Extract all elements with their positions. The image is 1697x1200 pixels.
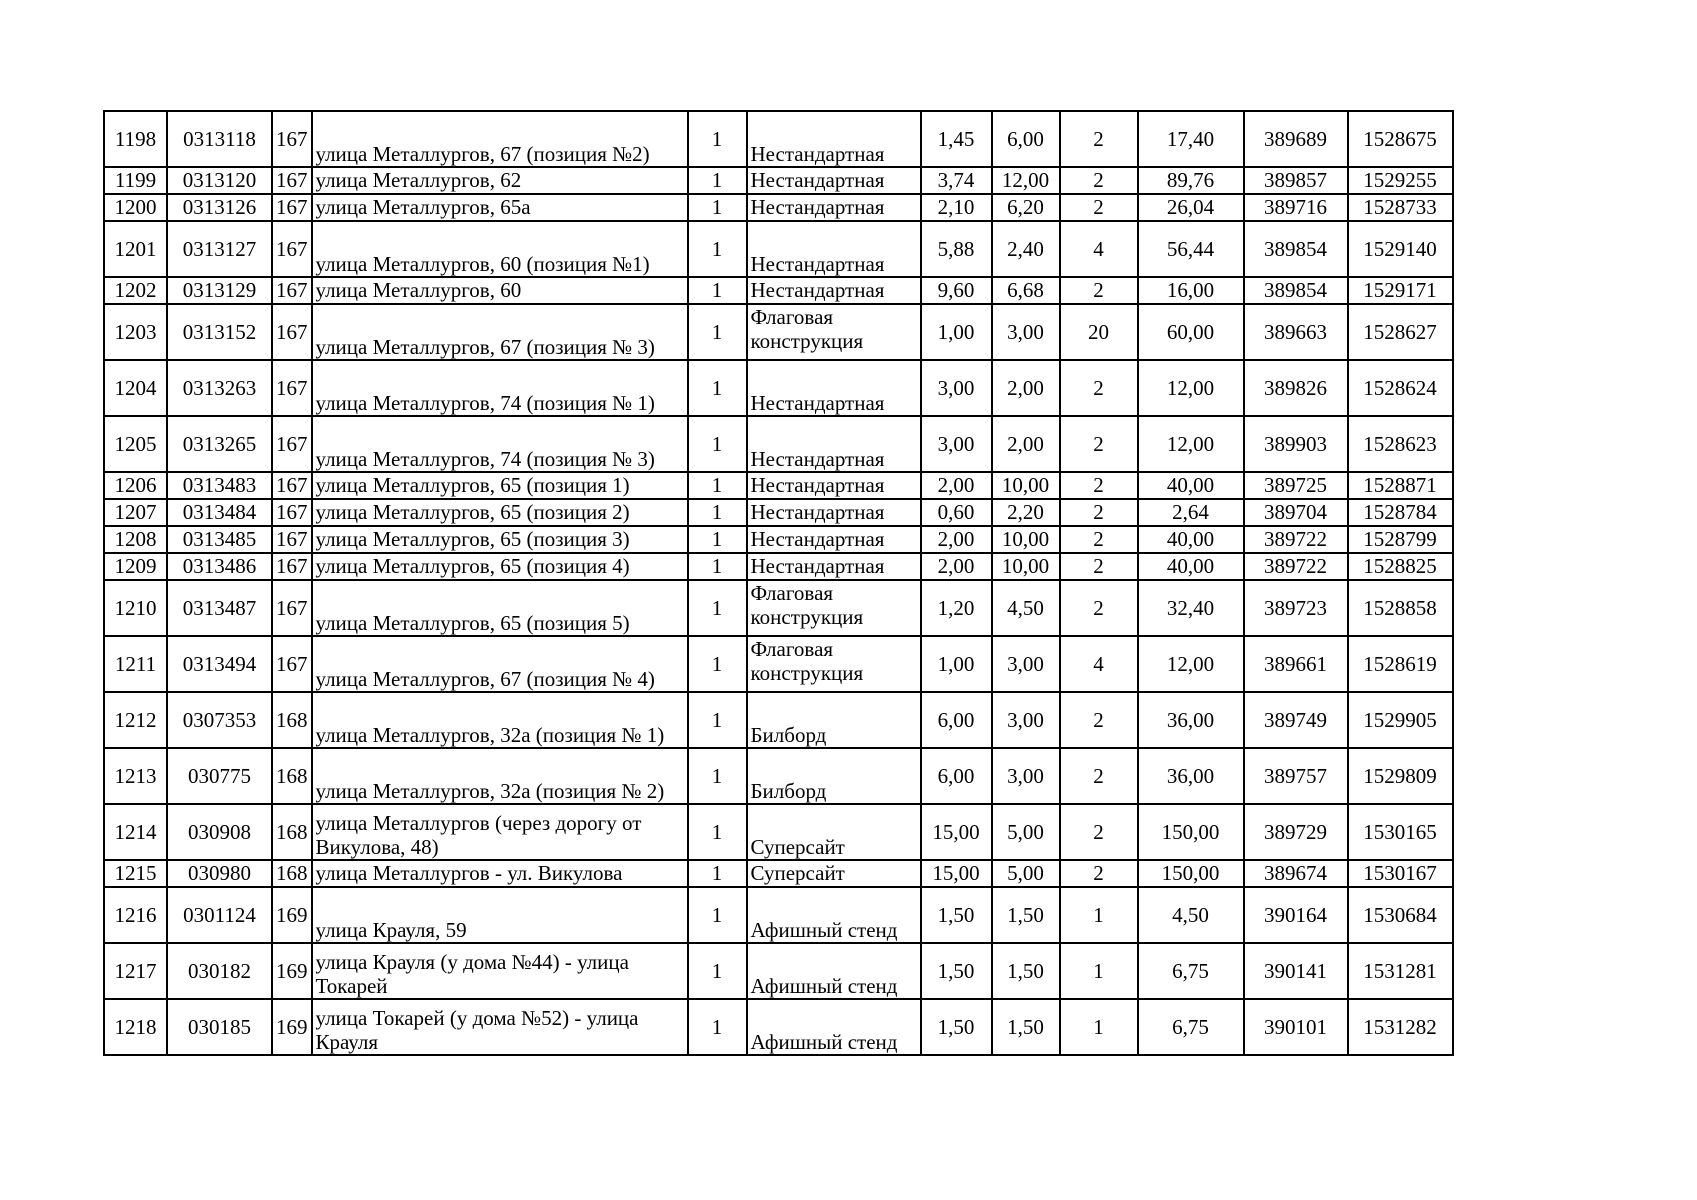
table-row <box>104 472 1453 499</box>
address-cell: улица Металлургов, 65 (позиция 4) <box>312 553 688 580</box>
count-cell: 1 <box>688 804 747 860</box>
coord-x-cell: 389757 <box>1244 748 1348 804</box>
construction-type-cell: Билборд <box>747 748 921 804</box>
code-cell: 030182 <box>167 943 272 999</box>
table-body <box>104 111 1453 1055</box>
zone-cell: 167 <box>272 553 312 580</box>
coord-y-cell: 1529171 <box>1348 277 1453 304</box>
count-cell: 1 <box>688 692 747 748</box>
row-number-cell: 1215 <box>104 860 167 887</box>
coord-y-cell: 1528733 <box>1348 194 1453 221</box>
sides-cell: 1 <box>1060 999 1138 1055</box>
width-cell: 15,00 <box>921 804 992 860</box>
count-cell: 1 <box>688 277 747 304</box>
zone-cell: 169 <box>272 887 312 943</box>
area-cell: 150,00 <box>1138 804 1244 860</box>
sides-cell: 2 <box>1060 860 1138 887</box>
coord-x-cell: 389661 <box>1244 636 1348 692</box>
coord-y-cell: 1529809 <box>1348 748 1453 804</box>
address-cell: улица Крауля (у дома №44) - улица Токарей <box>312 943 688 999</box>
coord-y-cell: 1531281 <box>1348 943 1453 999</box>
table-row <box>104 748 1453 804</box>
width-cell: 1,50 <box>921 943 992 999</box>
area-cell: 56,44 <box>1138 221 1244 277</box>
height-cell: 1,50 <box>992 999 1060 1055</box>
height-cell: 4,50 <box>992 580 1060 636</box>
zone-cell: 167 <box>272 277 312 304</box>
placement-register-table <box>103 110 1454 1056</box>
row-number-cell: 1213 <box>104 748 167 804</box>
construction-type-cell: Нестандартная <box>747 221 921 277</box>
sides-cell: 2 <box>1060 804 1138 860</box>
address-cell: улица Металлургов, 65 (позиция 1) <box>312 472 688 499</box>
zone-cell: 167 <box>272 580 312 636</box>
zone-cell: 167 <box>272 194 312 221</box>
table-row <box>104 277 1453 304</box>
table-row <box>104 999 1453 1055</box>
row-number-cell: 1212 <box>104 692 167 748</box>
address-cell: улица Металлургов, 74 (позиция № 3) <box>312 416 688 472</box>
sides-cell: 2 <box>1060 526 1138 553</box>
count-cell: 1 <box>688 526 747 553</box>
zone-cell: 167 <box>272 111 312 167</box>
height-cell: 12,00 <box>992 167 1060 194</box>
address-cell: улица Металлургов, 65 (позиция 3) <box>312 526 688 553</box>
coord-x-cell: 389854 <box>1244 277 1348 304</box>
count-cell: 1 <box>688 887 747 943</box>
code-cell: 030775 <box>167 748 272 804</box>
table-row <box>104 304 1453 360</box>
construction-type-cell: Флаговая конструкция <box>747 580 921 636</box>
coord-y-cell: 1531282 <box>1348 999 1453 1055</box>
height-cell: 3,00 <box>992 304 1060 360</box>
sides-cell: 2 <box>1060 167 1138 194</box>
height-cell: 10,00 <box>992 526 1060 553</box>
address-cell: улица Металлургов, 74 (позиция № 1) <box>312 360 688 416</box>
construction-type-cell: Нестандартная <box>747 167 921 194</box>
construction-type-cell: Афишный стенд <box>747 999 921 1055</box>
address-cell: улица Металлургов - ул. Викулова <box>312 860 688 887</box>
code-cell: 0313483 <box>167 472 272 499</box>
coord-x-cell: 389857 <box>1244 167 1348 194</box>
width-cell: 2,00 <box>921 553 992 580</box>
zone-cell: 167 <box>272 167 312 194</box>
count-cell: 1 <box>688 221 747 277</box>
address-cell: улица Металлургов, 32а (позиция № 2) <box>312 748 688 804</box>
construction-type-cell: Афишный стенд <box>747 887 921 943</box>
width-cell: 1,45 <box>921 111 992 167</box>
count-cell: 1 <box>688 499 747 526</box>
coord-y-cell: 1529905 <box>1348 692 1453 748</box>
area-cell: 12,00 <box>1138 416 1244 472</box>
code-cell: 0313126 <box>167 194 272 221</box>
area-cell: 36,00 <box>1138 692 1244 748</box>
coord-x-cell: 389725 <box>1244 472 1348 499</box>
code-cell: 030185 <box>167 999 272 1055</box>
area-cell: 150,00 <box>1138 860 1244 887</box>
address-cell: улица Металлургов (через дорогу от Викулова, 48) <box>312 804 688 860</box>
count-cell: 1 <box>688 416 747 472</box>
width-cell: 6,00 <box>921 692 992 748</box>
row-number-cell: 1218 <box>104 999 167 1055</box>
code-cell: 0301124 <box>167 887 272 943</box>
code-cell: 0313494 <box>167 636 272 692</box>
code-cell: 0313487 <box>167 580 272 636</box>
code-cell: 0313263 <box>167 360 272 416</box>
area-cell: 36,00 <box>1138 748 1244 804</box>
table-row <box>104 636 1453 692</box>
width-cell: 9,60 <box>921 277 992 304</box>
count-cell: 1 <box>688 194 747 221</box>
address-cell: улица Металлургов, 65 (позиция 5) <box>312 580 688 636</box>
height-cell: 6,20 <box>992 194 1060 221</box>
zone-cell: 167 <box>272 360 312 416</box>
code-cell: 0313485 <box>167 526 272 553</box>
area-cell: 60,00 <box>1138 304 1244 360</box>
width-cell: 2,00 <box>921 472 992 499</box>
code-cell: 0313129 <box>167 277 272 304</box>
sides-cell: 2 <box>1060 748 1138 804</box>
coord-x-cell: 390164 <box>1244 887 1348 943</box>
construction-type-cell: Нестандартная <box>747 194 921 221</box>
address-cell: улица Токарей (у дома №52) - улица Крауля <box>312 999 688 1055</box>
coord-y-cell: 1528858 <box>1348 580 1453 636</box>
coord-y-cell: 1528825 <box>1348 553 1453 580</box>
sides-cell: 4 <box>1060 221 1138 277</box>
area-cell: 2,64 <box>1138 499 1244 526</box>
coord-x-cell: 389689 <box>1244 111 1348 167</box>
row-number-cell: 1211 <box>104 636 167 692</box>
area-cell: 89,76 <box>1138 167 1244 194</box>
zone-cell: 169 <box>272 999 312 1055</box>
sides-cell: 4 <box>1060 636 1138 692</box>
address-cell: улица Крауля, 59 <box>312 887 688 943</box>
count-cell: 1 <box>688 304 747 360</box>
zone-cell: 168 <box>272 860 312 887</box>
code-cell: 0313152 <box>167 304 272 360</box>
sides-cell: 2 <box>1060 553 1138 580</box>
area-cell: 26,04 <box>1138 194 1244 221</box>
coord-x-cell: 389722 <box>1244 553 1348 580</box>
row-number-cell: 1214 <box>104 804 167 860</box>
row-number-cell: 1216 <box>104 887 167 943</box>
table-row <box>104 943 1453 999</box>
row-number-cell: 1207 <box>104 499 167 526</box>
coord-y-cell: 1528871 <box>1348 472 1453 499</box>
coord-x-cell: 389704 <box>1244 499 1348 526</box>
count-cell: 1 <box>688 580 747 636</box>
code-cell: 0313127 <box>167 221 272 277</box>
table-row <box>104 221 1453 277</box>
coord-x-cell: 389663 <box>1244 304 1348 360</box>
coord-x-cell: 389674 <box>1244 860 1348 887</box>
construction-type-cell: Нестандартная <box>747 553 921 580</box>
coord-y-cell: 1528624 <box>1348 360 1453 416</box>
sides-cell: 2 <box>1060 416 1138 472</box>
count-cell: 1 <box>688 111 747 167</box>
table-row <box>104 194 1453 221</box>
row-number-cell: 1200 <box>104 194 167 221</box>
construction-type-cell: Билборд <box>747 692 921 748</box>
row-number-cell: 1199 <box>104 167 167 194</box>
coord-x-cell: 389903 <box>1244 416 1348 472</box>
coord-y-cell: 1530165 <box>1348 804 1453 860</box>
zone-cell: 167 <box>272 499 312 526</box>
width-cell: 3,00 <box>921 360 992 416</box>
area-cell: 40,00 <box>1138 526 1244 553</box>
height-cell: 1,50 <box>992 887 1060 943</box>
row-number-cell: 1204 <box>104 360 167 416</box>
width-cell: 3,74 <box>921 167 992 194</box>
coord-y-cell: 1528675 <box>1348 111 1453 167</box>
construction-type-cell: Флаговая конструкция <box>747 636 921 692</box>
width-cell: 2,10 <box>921 194 992 221</box>
count-cell: 1 <box>688 860 747 887</box>
code-cell: 0307353 <box>167 692 272 748</box>
table-row <box>104 416 1453 472</box>
construction-type-cell: Суперсайт <box>747 860 921 887</box>
area-cell: 6,75 <box>1138 999 1244 1055</box>
height-cell: 2,00 <box>992 360 1060 416</box>
address-cell: улица Металлургов, 65 (позиция 2) <box>312 499 688 526</box>
table-row <box>104 804 1453 860</box>
area-cell: 40,00 <box>1138 553 1244 580</box>
row-number-cell: 1205 <box>104 416 167 472</box>
sides-cell: 2 <box>1060 692 1138 748</box>
area-cell: 4,50 <box>1138 887 1244 943</box>
width-cell: 6,00 <box>921 748 992 804</box>
address-cell: улица Металлургов, 67 (позиция № 4) <box>312 636 688 692</box>
zone-cell: 168 <box>272 748 312 804</box>
coord-x-cell: 389716 <box>1244 194 1348 221</box>
width-cell: 1,00 <box>921 636 992 692</box>
code-cell: 0313486 <box>167 553 272 580</box>
sides-cell: 20 <box>1060 304 1138 360</box>
zone-cell: 167 <box>272 526 312 553</box>
coord-y-cell: 1529140 <box>1348 221 1453 277</box>
width-cell: 1,20 <box>921 580 992 636</box>
table-row <box>104 111 1453 167</box>
coord-y-cell: 1530684 <box>1348 887 1453 943</box>
sides-cell: 2 <box>1060 472 1138 499</box>
code-cell: 0313265 <box>167 416 272 472</box>
coord-x-cell: 390141 <box>1244 943 1348 999</box>
sides-cell: 2 <box>1060 277 1138 304</box>
table-row <box>104 499 1453 526</box>
height-cell: 1,50 <box>992 943 1060 999</box>
zone-cell: 168 <box>272 804 312 860</box>
sides-cell: 1 <box>1060 943 1138 999</box>
width-cell: 1,50 <box>921 999 992 1055</box>
area-cell: 32,40 <box>1138 580 1244 636</box>
construction-type-cell: Нестандартная <box>747 416 921 472</box>
zone-cell: 169 <box>272 943 312 999</box>
coord-y-cell: 1528627 <box>1348 304 1453 360</box>
construction-type-cell: Афишный стенд <box>747 943 921 999</box>
code-cell: 030980 <box>167 860 272 887</box>
count-cell: 1 <box>688 167 747 194</box>
address-cell: улица Металлургов, 65а <box>312 194 688 221</box>
coord-y-cell: 1530167 <box>1348 860 1453 887</box>
coord-x-cell: 389749 <box>1244 692 1348 748</box>
area-cell: 16,00 <box>1138 277 1244 304</box>
coord-x-cell: 389722 <box>1244 526 1348 553</box>
area-cell: 17,40 <box>1138 111 1244 167</box>
row-number-cell: 1217 <box>104 943 167 999</box>
height-cell: 2,20 <box>992 499 1060 526</box>
width-cell: 15,00 <box>921 860 992 887</box>
area-cell: 12,00 <box>1138 636 1244 692</box>
construction-type-cell: Суперсайт <box>747 804 921 860</box>
sides-cell: 1 <box>1060 887 1138 943</box>
zone-cell: 167 <box>272 416 312 472</box>
height-cell: 6,00 <box>992 111 1060 167</box>
construction-type-cell: Нестандартная <box>747 360 921 416</box>
code-cell: 030908 <box>167 804 272 860</box>
area-cell: 6,75 <box>1138 943 1244 999</box>
coord-y-cell: 1528799 <box>1348 526 1453 553</box>
coord-y-cell: 1528623 <box>1348 416 1453 472</box>
construction-type-cell: Нестандартная <box>747 277 921 304</box>
width-cell: 3,00 <box>921 416 992 472</box>
construction-type-cell: Нестандартная <box>747 526 921 553</box>
table-row <box>104 360 1453 416</box>
height-cell: 3,00 <box>992 748 1060 804</box>
area-cell: 40,00 <box>1138 472 1244 499</box>
table-row <box>104 887 1453 943</box>
construction-type-cell: Флаговая конструкция <box>747 304 921 360</box>
table-row <box>104 860 1453 887</box>
code-cell: 0313118 <box>167 111 272 167</box>
sides-cell: 2 <box>1060 580 1138 636</box>
row-number-cell: 1206 <box>104 472 167 499</box>
zone-cell: 167 <box>272 221 312 277</box>
sides-cell: 2 <box>1060 499 1138 526</box>
row-number-cell: 1203 <box>104 304 167 360</box>
table-row <box>104 167 1453 194</box>
zone-cell: 167 <box>272 636 312 692</box>
coord-y-cell: 1528784 <box>1348 499 1453 526</box>
zone-cell: 167 <box>272 304 312 360</box>
height-cell: 2,00 <box>992 416 1060 472</box>
address-cell: улица Металлургов, 60 (позиция №1) <box>312 221 688 277</box>
count-cell: 1 <box>688 553 747 580</box>
count-cell: 1 <box>688 943 747 999</box>
table-row <box>104 580 1453 636</box>
area-cell: 12,00 <box>1138 360 1244 416</box>
height-cell: 3,00 <box>992 636 1060 692</box>
width-cell: 0,60 <box>921 499 992 526</box>
address-cell: улица Металлургов, 62 <box>312 167 688 194</box>
row-number-cell: 1202 <box>104 277 167 304</box>
coord-x-cell: 389854 <box>1244 221 1348 277</box>
row-number-cell: 1210 <box>104 580 167 636</box>
sides-cell: 2 <box>1060 360 1138 416</box>
construction-type-cell: Нестандартная <box>747 499 921 526</box>
table-row <box>104 692 1453 748</box>
count-cell: 1 <box>688 748 747 804</box>
sides-cell: 2 <box>1060 194 1138 221</box>
height-cell: 10,00 <box>992 553 1060 580</box>
sides-cell: 2 <box>1060 111 1138 167</box>
coord-y-cell: 1528619 <box>1348 636 1453 692</box>
row-number-cell: 1201 <box>104 221 167 277</box>
width-cell: 1,50 <box>921 887 992 943</box>
height-cell: 10,00 <box>992 472 1060 499</box>
table-row <box>104 553 1453 580</box>
height-cell: 5,00 <box>992 860 1060 887</box>
row-number-cell: 1208 <box>104 526 167 553</box>
zone-cell: 167 <box>272 472 312 499</box>
address-cell: улица Металлургов, 60 <box>312 277 688 304</box>
code-cell: 0313120 <box>167 167 272 194</box>
code-cell: 0313484 <box>167 499 272 526</box>
construction-type-cell: Нестандартная <box>747 111 921 167</box>
height-cell: 2,40 <box>992 221 1060 277</box>
count-cell: 1 <box>688 636 747 692</box>
address-cell: улица Металлургов, 67 (позиция №2) <box>312 111 688 167</box>
construction-type-cell: Нестандартная <box>747 472 921 499</box>
coord-x-cell: 389729 <box>1244 804 1348 860</box>
table-row <box>104 526 1453 553</box>
height-cell: 3,00 <box>992 692 1060 748</box>
width-cell: 1,00 <box>921 304 992 360</box>
coord-y-cell: 1529255 <box>1348 167 1453 194</box>
count-cell: 1 <box>688 999 747 1055</box>
height-cell: 5,00 <box>992 804 1060 860</box>
row-number-cell: 1198 <box>104 111 167 167</box>
height-cell: 6,68 <box>992 277 1060 304</box>
address-cell: улица Металлургов, 67 (позиция № 3) <box>312 304 688 360</box>
coord-x-cell: 389826 <box>1244 360 1348 416</box>
coord-x-cell: 389723 <box>1244 580 1348 636</box>
row-number-cell: 1209 <box>104 553 167 580</box>
address-cell: улица Металлургов, 32а (позиция № 1) <box>312 692 688 748</box>
coord-x-cell: 390101 <box>1244 999 1348 1055</box>
width-cell: 5,88 <box>921 221 992 277</box>
zone-cell: 168 <box>272 692 312 748</box>
count-cell: 1 <box>688 472 747 499</box>
width-cell: 2,00 <box>921 526 992 553</box>
count-cell: 1 <box>688 360 747 416</box>
